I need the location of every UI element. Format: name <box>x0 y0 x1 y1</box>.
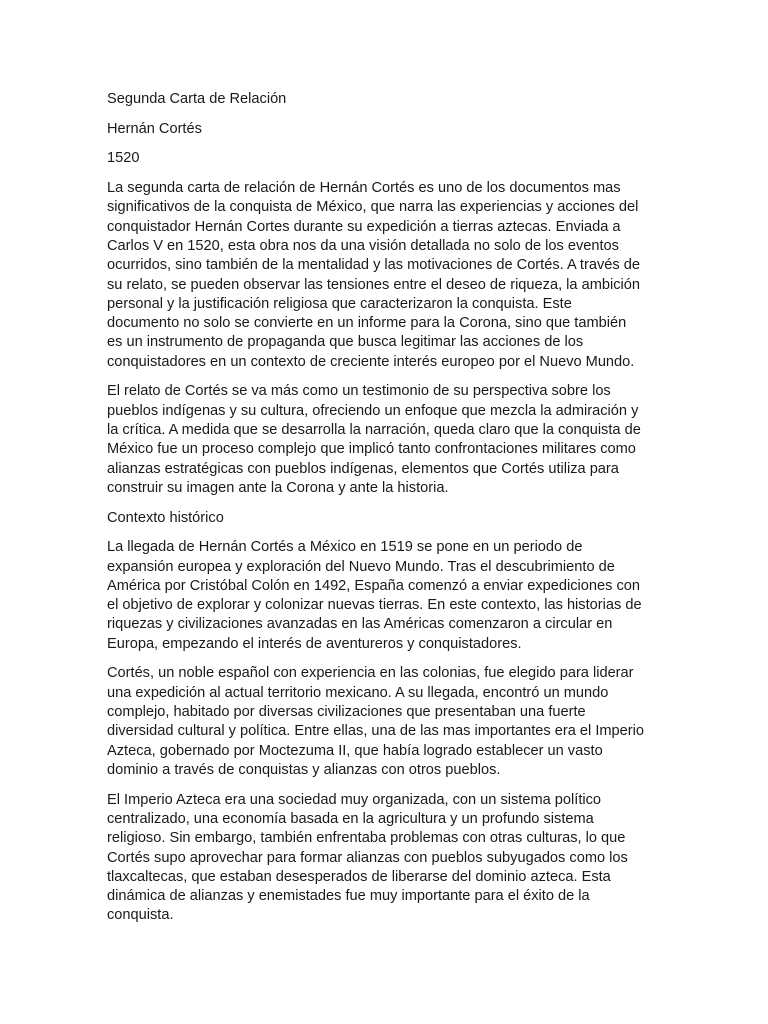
paragraph-line: México fue un proceso complejo que implicó tanto confrontaciones militares como <box>107 441 636 458</box>
paragraph-line: religioso. Sin embargo, también enfrentaba problemas con otras culturas, lo que <box>107 830 626 847</box>
paragraph-line: ocurridos, sino también de la mentalidad y las motivaciones de Cortés. A través de <box>107 257 640 274</box>
paragraph-line: Cortés supo aprovechar para formar alianzas con pueblos subyugados como los <box>107 849 628 866</box>
document-title: Segunda Carta de Relación <box>107 91 287 107</box>
paragraph-line: tlaxcaltecas, que estaban desesperados de liberarse del dominio azteca. Esta <box>107 868 611 885</box>
paragraph-line: significativos de la conquista de México, que narra las experiencias y acciones del <box>107 199 639 216</box>
document-author: Hernán Cortés <box>107 120 202 137</box>
paragraph-line: el objetivo de explorar y colonizar nuevas tierras. En este contexto, las historias de <box>107 597 642 614</box>
section-heading: Contexto histórico <box>107 509 224 526</box>
paragraph-line: construir su imagen ante la Corona y ante la historia. <box>107 479 449 496</box>
paragraph-line: dominio a través de conquistas y alianzas con otros pueblos. <box>107 761 501 778</box>
paragraph-line: América por Cristóbal Colón en 1492, España comenzó a enviar expediciones con <box>107 577 640 594</box>
paragraph-line: la crítica. A medida que se desarrolla la narración, queda claro que la conquista de <box>107 422 641 439</box>
paragraph-line: una expedición al actual territorio mexicano. A su llegada, encontró un mundo <box>107 684 609 701</box>
paragraph-line: Carlos V en 1520, esta obra nos da una visión detallada no solo de los eventos <box>107 237 619 254</box>
paragraph-line: conquistadores en un contexto de creciente interés europeo por el Nuevo Mundo. <box>107 353 635 370</box>
paragraph-line: dinámica de alianzas y enemistades fue muy importante para el éxito de la <box>107 888 590 905</box>
context-paragraph-1 <box>107 538 662 654</box>
paragraph-line: El Imperio Azteca era una sociedad muy organizada, con un sistema político <box>107 791 602 808</box>
paragraph-line: riquezas y civilizaciones avanzadas en las Américas comenzaron a circular en <box>107 616 613 633</box>
paragraph-line: Azteca, gobernado por Moctezuma II, que había logrado establecer un vasto <box>107 742 603 759</box>
paragraph-line: su relato, se pueden observar las tensiones entre el deseo de riqueza, la ambición <box>107 276 640 293</box>
context-paragraph-3 <box>107 791 662 926</box>
paragraph-line: centralizado, una economía basada en la agricultura y un profundo sistema <box>107 810 594 827</box>
paragraph-line: Europa, empezando el interés de aventureros y conquistadores. <box>107 635 522 652</box>
document-year: 1520 <box>107 150 140 167</box>
paragraph-line: Cortés, un noble español con experiencia en las colonias, fue elegido para liderar <box>107 665 634 682</box>
context-paragraph-2 <box>107 664 662 780</box>
paragraph-line: complejo, habitado por diversas civilizaciones que presentaban una fuerte <box>107 704 586 721</box>
paragraph-line: personal y la justificación religiosa que caracterizaron la conquista. Este <box>107 295 572 312</box>
paragraph-line: es un instrumento de propaganda que busca legitimar las acciones de los <box>107 334 584 351</box>
paragraph-line: La segunda carta de relación de Hernán Cortés es uno de los documentos mas <box>107 180 621 197</box>
paragraph-line: documento no solo se convierte en un informe para la Corona, sino que también <box>107 315 627 332</box>
intro-paragraph-1 <box>107 179 662 372</box>
paragraph-line: pueblos indígenas y su cultura, ofreciendo un enfoque que mezcla la admiración y <box>107 402 639 419</box>
paragraph-line: alianzas estratégicas con pueblos indígenas, elementos que Cortés utiliza para <box>107 460 619 477</box>
intro-paragraph-2 <box>107 382 662 498</box>
paragraph-line: La llegada de Hernán Cortés a México en 1519 se pone en un periodo de <box>107 539 583 556</box>
paragraph-line: conquista. <box>107 907 174 924</box>
paragraph-line: El relato de Cortés se va más como un testimonio de su perspectiva sobre los <box>107 383 611 400</box>
paragraph-line: diversidad cultural y política. Entre ellas, una de las mas importantes era el Imperio <box>107 723 644 740</box>
document-page <box>107 90 662 936</box>
paragraph-line: expansión europea y exploración del Nuevo Mundo. Tras el descubrimiento de <box>107 558 615 575</box>
paragraph-line: conquistador Hernán Cortes durante su expedición a tierras aztecas. Enviada a <box>107 218 621 235</box>
